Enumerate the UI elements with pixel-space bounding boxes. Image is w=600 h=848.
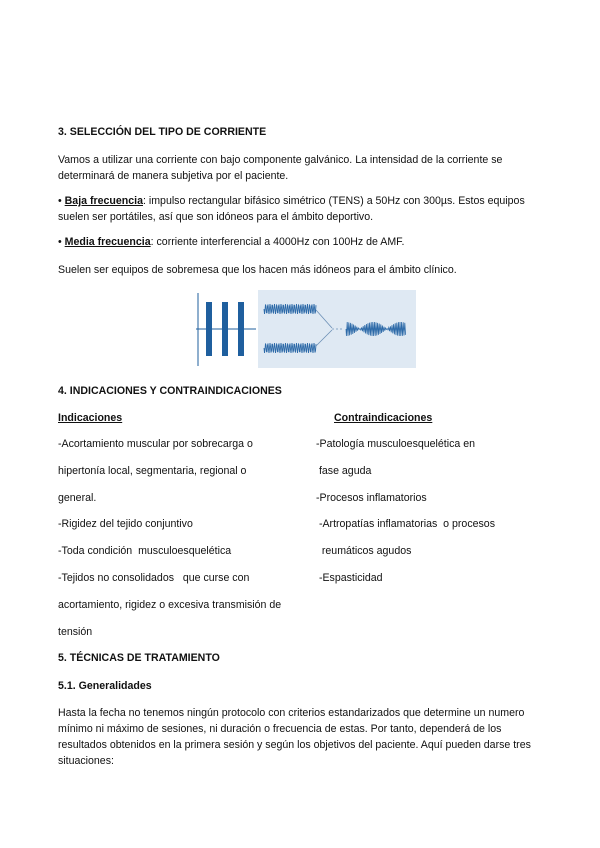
indication-line: general. (58, 491, 97, 504)
bullet-medium-frequency-term: Media frecuencia (64, 236, 151, 248)
contraindication-line: -Espasticidad (316, 572, 383, 584)
bullet-medium-frequency-text: : corriente interferencial a 4000Hz con 100Hz de AMF. (150, 236, 405, 248)
indication-line: -Acortamiento muscular por sobrecarga o (58, 438, 253, 450)
contraindication-line: -Procesos inflamatorios (316, 491, 427, 504)
indication-line: acortamiento, rigidez o excesiva transmisión de (58, 598, 282, 611)
contraindications-header: Contraindicaciones (334, 412, 433, 424)
pulse-negative (222, 329, 228, 356)
pulse-positive (206, 302, 212, 329)
section-5-paragraph: Hasta la fecha no tenemos ningún protocolo con criterios estandarizados que determine un numero mínimo ni máximo de sesiones, ni duración o frecuencia de estas. Por tanto, dependerá de los resultados obtenidos en la primera sesión y según los objetivos del paciente. Aquí pueden darse tres situaciones: (58, 707, 531, 767)
indication-line: -Tejidos no consolidados que curse con (58, 572, 250, 584)
bullet-symbol: • (58, 236, 65, 248)
pulse-positive (222, 302, 228, 329)
section-4-title: 4. INDICACIONES Y CONTRAINDICACIONES (58, 385, 282, 397)
contraindication-line: reumáticos agudos (316, 545, 412, 558)
section-3-paragraph-2: Suelen ser equipos de sobremesa que los hacen más idóneos para el ámbito clínico. (58, 264, 457, 276)
indication-line: -Rigidez del tejido conjuntivo (58, 518, 193, 531)
bullet-low-frequency-text: : impulso rectangular bifásico simétrico (TENS) a 50Hz con 300µs. Estos equipos suelen ser portátiles, así que son idóneos para el ámbito deportivo. (58, 195, 525, 223)
indication-line: hipertonía local, segmentaria, regional o (58, 464, 247, 477)
indication-line: -Toda condición musculoesquelética (58, 545, 232, 558)
pulse-negative (238, 329, 244, 356)
bullet-medium-frequency (58, 234, 548, 250)
contraindication-line: fase aguda (316, 464, 372, 477)
section-3-title: 3. SELECCIÓN DEL TIPO DE CORRIENTE (58, 126, 267, 138)
waveform-figure (192, 290, 416, 368)
contraindication-line: -Patología musculoesquelética en (316, 438, 476, 450)
waveform-illustration (192, 290, 416, 368)
indications-header: Indicaciones (58, 412, 123, 424)
section-5-title: 5. TÉCNICAS DE TRATAMIENTO (58, 652, 220, 664)
bullet-symbol: • (58, 195, 65, 207)
pulse-negative (206, 329, 212, 356)
bullet-low-frequency-term: Baja frecuencia (64, 195, 143, 207)
contraindication-line: -Artropatías inflamatorias o procesos (316, 518, 495, 531)
pulse-positive (238, 302, 244, 329)
section-3-paragraph-1: Vamos a utilizar una corriente con bajo componente galvánico. La intensidad de la corriente se determinará de manera subjetiva por el paciente. (58, 154, 503, 182)
indication-line: tensión (58, 625, 93, 638)
bullet-low-frequency (58, 193, 548, 225)
section-5-1-title: 5.1. Generalidades (58, 680, 152, 692)
